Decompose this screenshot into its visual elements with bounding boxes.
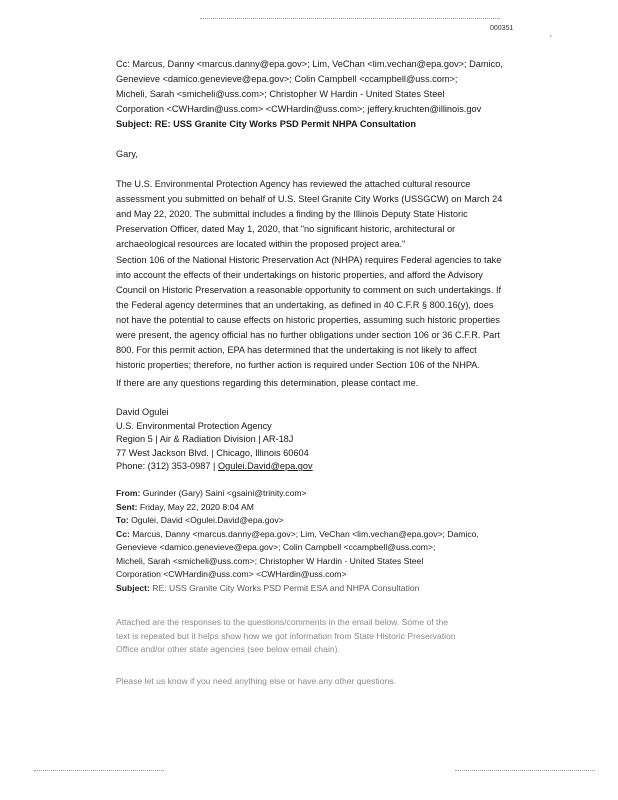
paragraph-1 [116,177,556,252]
forwarded-header [116,487,556,595]
to-value: Ogulei, David <Ogulei.David@epa.gov> [131,515,284,525]
text-line: Section 106 of the National Historic Preservation Act (NHPA) requires Federal agencies to take [116,255,502,265]
signer-name: David Ogulei [116,407,169,417]
subject-line [116,582,556,596]
text-line: If there are any questions regarding this determination, please contact me. [116,378,419,388]
email-link[interactable]: Ogulei.David@epa.gov [218,461,313,471]
to-line [116,514,556,528]
signer-org: U.S. Environmental Protection Agency [116,420,272,431]
email-header [116,57,556,132]
scan-mark: ‘ [550,34,552,43]
cc-line: Micheli, Sarah <smicheli@uss.com>; Christopher W Hardin - United States Steel [116,555,424,566]
scan-artifact-top [200,18,500,20]
text-line: into account the effects of their undertakings on historic properties, and afford the Advisory [116,270,483,280]
cc-line: Micheli, Sarah <smicheli@uss.com>; Christopher W Hardin - United States Steel [116,89,445,99]
cc-line: Corporation <CWHardin@uss.com> <CWHardin@uss.com>; jeffery.kruchten@illinois.gov [116,104,482,114]
sent-label: Sent: [116,501,138,512]
cc-line: Genevieve <damico.genevieve@epa.gov>; Colin Campbell <ccampbell@uss.com>; [116,542,436,552]
subject-line: Subject: RE: USS Granite City Works PSD Permit NHPA Consultation [116,119,416,129]
text-line: 800. For this permit action, EPA has determined that the undertaking is not likely to affect [116,345,477,355]
signer-division: Region 5 | Air & Radiation Division | AR-18J [116,434,294,444]
text-line: archaeological resources are located within the proposed project area." [116,239,406,249]
scan-artifact-bottom-left [34,770,164,772]
signer-address: 77 West Jackson Blvd. | Chicago, Illinois 60604 [116,447,309,458]
forwarded-paragraph-1 [116,616,556,657]
cc-line: Corporation <CWHardin@uss.com> <CWHardin@uss.com> [116,569,347,579]
paragraph-3 [116,376,556,391]
text-line: historic properties; therefore, no further action is required under Section 106 of the NHPA. [116,360,480,370]
cc-label: Cc: [116,528,130,539]
forwarded-paragraph-2 [116,675,556,689]
text-line: Please let us know if you need anything else or have any other questions. [116,676,396,686]
cc-line [116,528,556,542]
subject-value: RE: USS Granite City Works PSD Permit ESA and NHPA Consultation [152,582,420,593]
scan-artifact-bottom-right [455,770,595,772]
text-line: text is repeated but it helps show how we got information from State Historic Preservation [116,630,456,641]
cc-line: Cc: Marcus, Danny <marcus.danny@epa.gov>; Lim, VeChan <lim.vechan@epa.gov>; Damico, [116,59,503,69]
cc-line: Genevieve <damico.genevieve@epa.gov>; Colin Campbell <ccampbell@uss.com>; [116,74,458,84]
text-line: were present, the agency official has no further obligations under section 106 or 36 C.F.R. Part [116,330,500,340]
text-line: not have the potential to cause effects on historic properties, assuming such historic properties [116,315,500,325]
from-label: From: [116,488,141,498]
from-line [116,487,556,501]
paragraph-2 [116,253,556,373]
signature-block [116,406,556,474]
cc-value: Marcus, Danny <marcus.danny@epa.gov>; Lim, VeChan <lim.vechan@epa.gov>; Damico, [132,528,479,539]
signer-contact [116,460,556,474]
text-line: Attached are the responses to the questions/comments in the email below. Some of the [116,617,449,627]
text-line: the Federal agency determines that an undertaking, as defined in 40 C.F.R § 800.16(y), does [116,300,494,310]
from-value: Gurinder (Gary) Saini <gsaini@trinity.com> [142,488,307,498]
sent-line [116,501,556,515]
text-line: Office and/or other state agencies (see below email chain). [116,644,340,654]
text-line: and May 22, 2020. The submittal includes a finding by the Illinois Deputy State Historic [116,209,468,219]
to-label: To: [116,515,129,525]
greeting [116,147,556,162]
text-line: The U.S. Environmental Protection Agency has reviewed the attached cultural resource [116,179,471,189]
text-line: assessment you submitted on behalf of U.S. Steel Granite City Works (USSGCW) on March 24 [116,194,503,204]
document-number: 000351 [490,25,514,32]
greeting-text: Gary, [116,149,138,159]
sent-value: Friday, May 22, 2020 8:04 AM [139,501,254,512]
subject-label: Subject: [116,582,150,593]
text-line: Council on Historic Preservation a reasonable opportunity to comment on such undertakings. If [116,285,502,295]
text-line: Preservation Officer, dated May 1, 2020, that "no significant historic, architectural or [116,224,456,234]
phone-text: Phone: (312) 353-0987 | [116,461,218,471]
